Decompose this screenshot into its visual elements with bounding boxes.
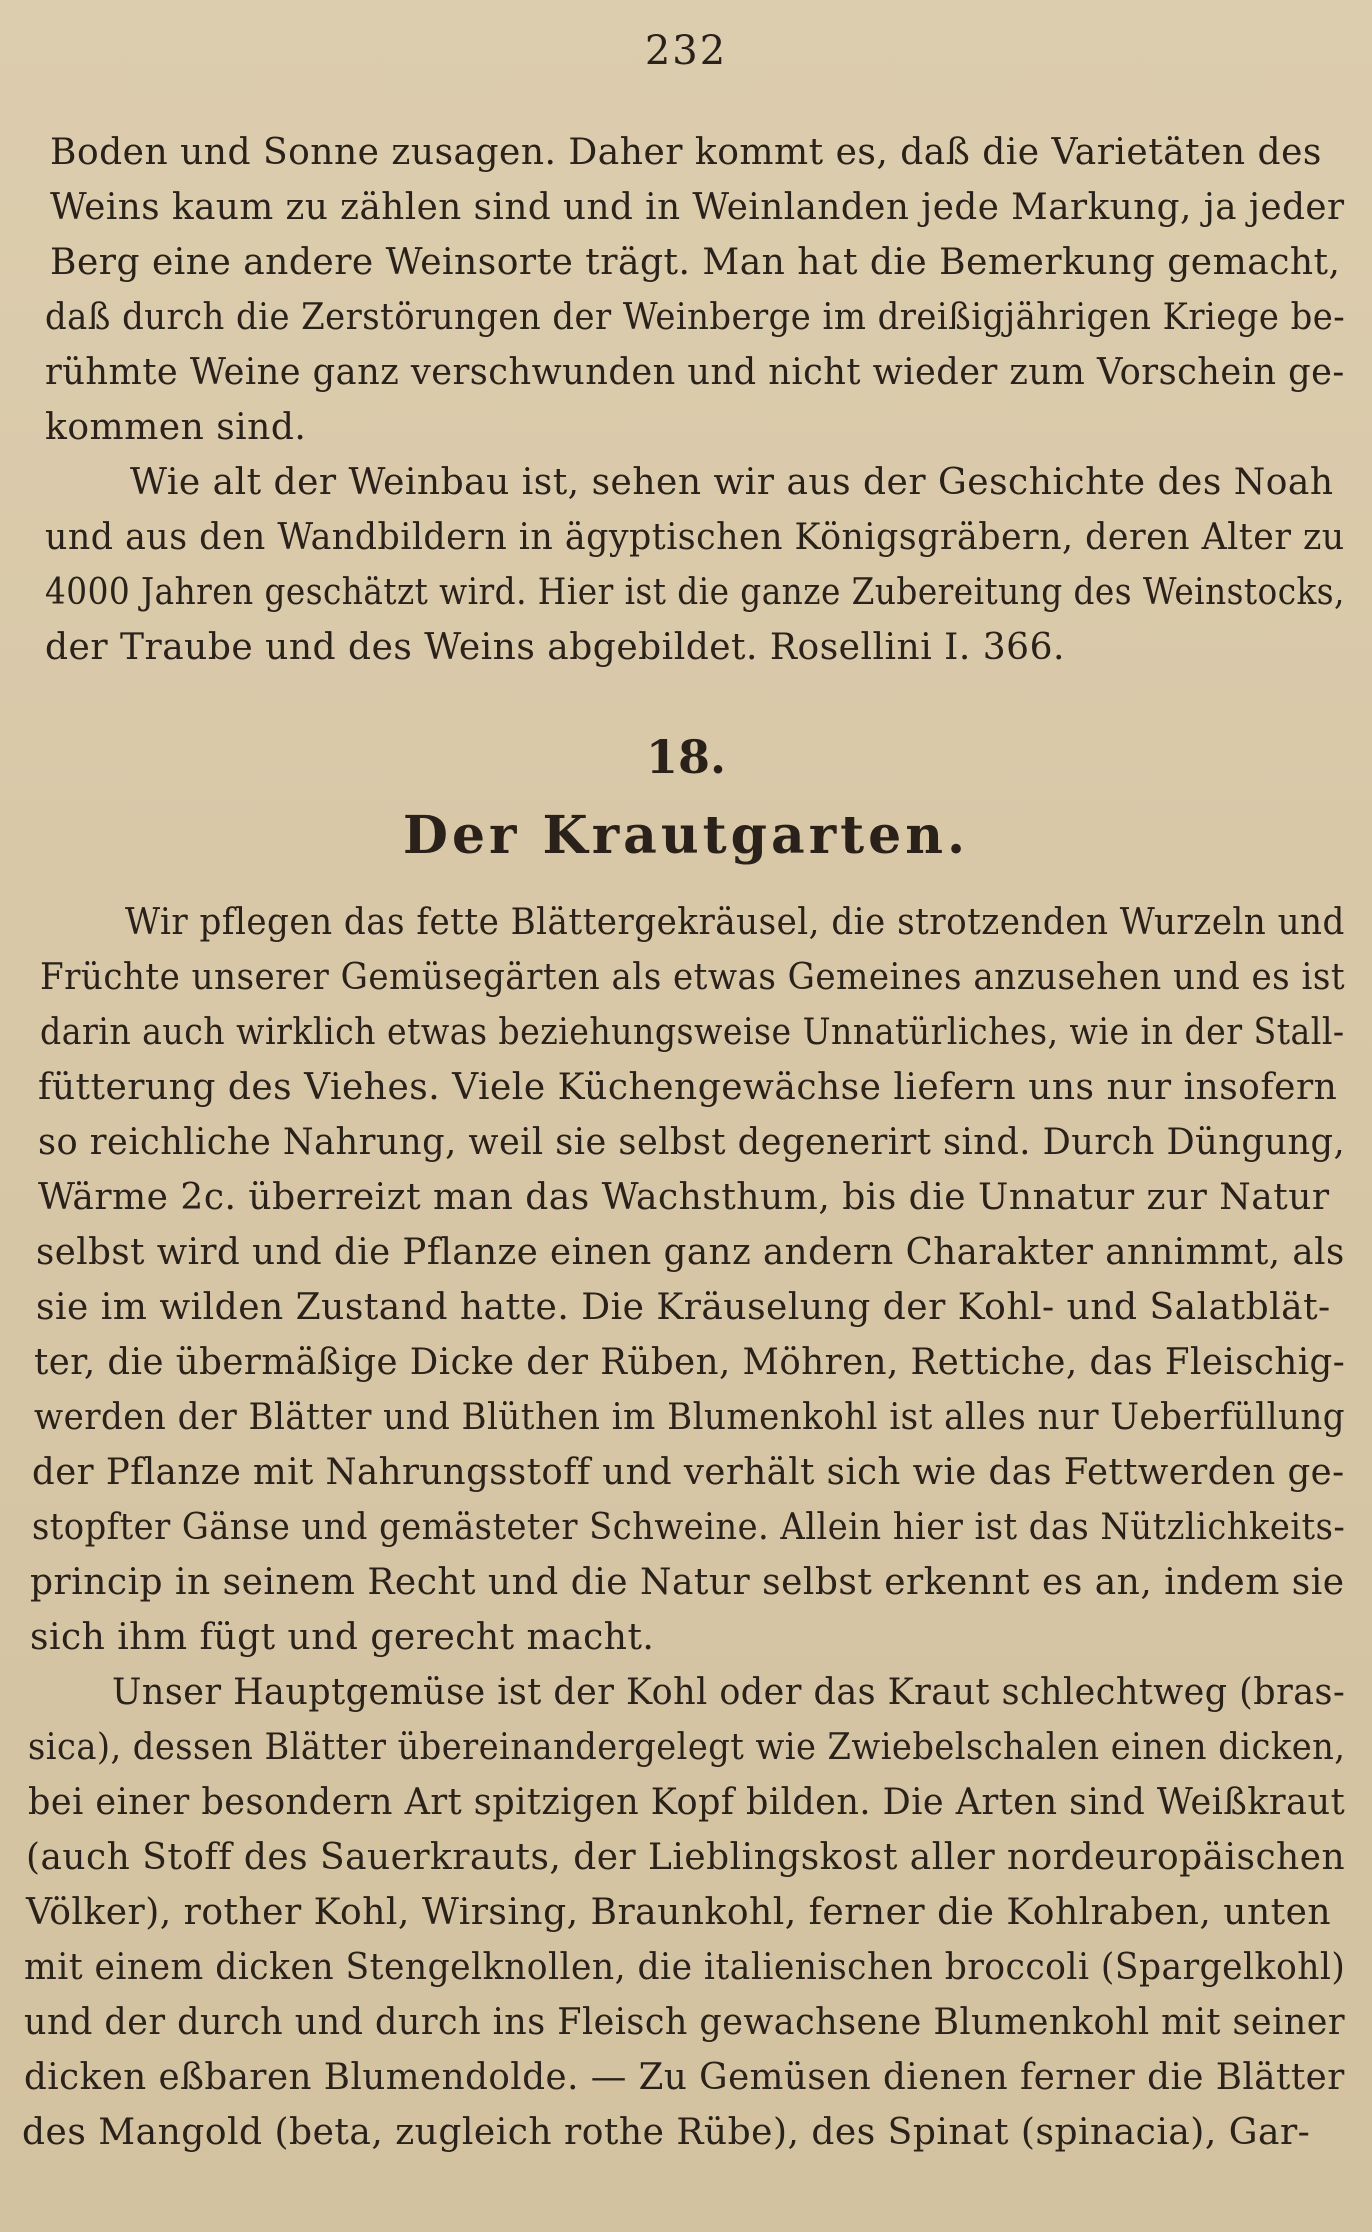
text-line: Wärme 2c. überreizt man das Wachsthum, bis die Unnatur zur Natur: [38, 1177, 1330, 1218]
text-line: Früchte unserer Gemüsegärten als etwas Gemeines anzusehen und es ist: [40, 957, 1346, 998]
text-line: der Pflanze mit Nahrungsstoff und verhält sich wie das Fettwerden ge-: [32, 1452, 1345, 1493]
text-line: so reichliche Nahrung, weil sie selbst degenerirt sind. Durch Düngung,: [38, 1122, 1346, 1163]
text-line: sie im wilden Zustand hatte. Die Kräuselung der Kohl- und Salatblät-: [36, 1287, 1331, 1328]
text-line: werden der Blätter und Blüthen im Blumenkohl ist alles nur Ueberfüllung: [34, 1397, 1346, 1438]
text-line: sica), dessen Blätter übereinandergelegt wie Zwiebelschalen einen dicken,: [28, 1727, 1346, 1768]
text-line: Wir pflegen das fette Blättergekräusel, die strotzenden Wurzeln und: [125, 902, 1345, 943]
text-line: darin auch wirklich etwas beziehungsweise Unnatürliches, wie in der Stall-: [40, 1012, 1345, 1053]
text-line: selbst wird und die Pflanze einen ganz andern Charakter annimmt, als: [36, 1232, 1345, 1273]
text-line: bei einer besondern Art spitzigen Kopf bilden. Die Arten sind Weißkraut: [28, 1782, 1346, 1823]
text-line: der Traube und des Weins abgebildet. Rosellini I. 366.: [45, 627, 1065, 668]
text-line: sich ihm fügt und gerecht macht.: [30, 1617, 655, 1658]
section-number: 18.: [645, 730, 727, 784]
text-line: Völker), rother Kohl, Wirsing, Braunkohl, ferner die Kohlraben, unten: [26, 1892, 1332, 1933]
text-line: (auch Stoff des Sauerkrauts, der Lieblingskost aller nordeuropäischen: [26, 1837, 1346, 1878]
text-line: rühmte Weine ganz verschwunden und nicht wieder zum Vorschein ge-: [45, 352, 1345, 393]
text-line: und der durch und durch ins Fleisch gewachsene Blumenkohl mit seiner: [24, 2002, 1346, 2043]
text-line: stopfter Gänse und gemästeter Schweine. Allein hier ist das Nützlichkeits-: [32, 1507, 1346, 1548]
text-line: Berg eine andere Weinsorte trägt. Man hat die Bemerkung gemacht,: [50, 242, 1341, 283]
text-line: princip in seinem Recht und die Natur selbst erkennt es an, indem sie: [30, 1562, 1345, 1603]
text-line: dicken eßbaren Blumendolde. — Zu Gemüsen dienen ferner die Blätter: [24, 2057, 1345, 2098]
text-line: kommen sind.: [45, 407, 307, 448]
section-title: Der Krautgarten.: [402, 805, 970, 866]
text-line: des Mangold (beta, zugleich rothe Rübe), des Spinat (spinacia), Gar-: [22, 2112, 1311, 2153]
text-line: Unser Hauptgemüse ist der Kohl oder das Kraut schlechtweg (bras-: [112, 1672, 1346, 1713]
text-line: Boden und Sonne zusagen. Daher kommt es, daß die Varietäten des: [50, 132, 1322, 173]
text-line: Weins kaum zu zählen sind und in Weinlanden jede Markung, ja jeder: [50, 187, 1345, 228]
text-line: 4000 Jahren geschätzt wird. Hier ist die ganze Zubereitung des Weinstocks,: [45, 572, 1345, 613]
text-line: ter, die übermäßige Dicke der Rüben, Möhren, Rettiche, das Fleischig-: [34, 1342, 1346, 1383]
text-line: Wie alt der Weinbau ist, sehen wir aus der Geschichte des Noah: [130, 462, 1334, 503]
page-number: 232: [644, 28, 728, 74]
text-line: mit einem dicken Stengelknollen, die italienischen broccoli (Spargelkohl): [24, 1947, 1346, 1988]
text-line: fütterung des Viehes. Viele Küchengewächse liefern uns nur insofern: [38, 1067, 1338, 1108]
text-line: und aus den Wandbildern in ägyptischen Königsgräbern, deren Alter zu: [45, 517, 1345, 558]
text-line: daß durch die Zerstörungen der Weinberge im dreißigjährigen Kriege be-: [45, 297, 1346, 338]
